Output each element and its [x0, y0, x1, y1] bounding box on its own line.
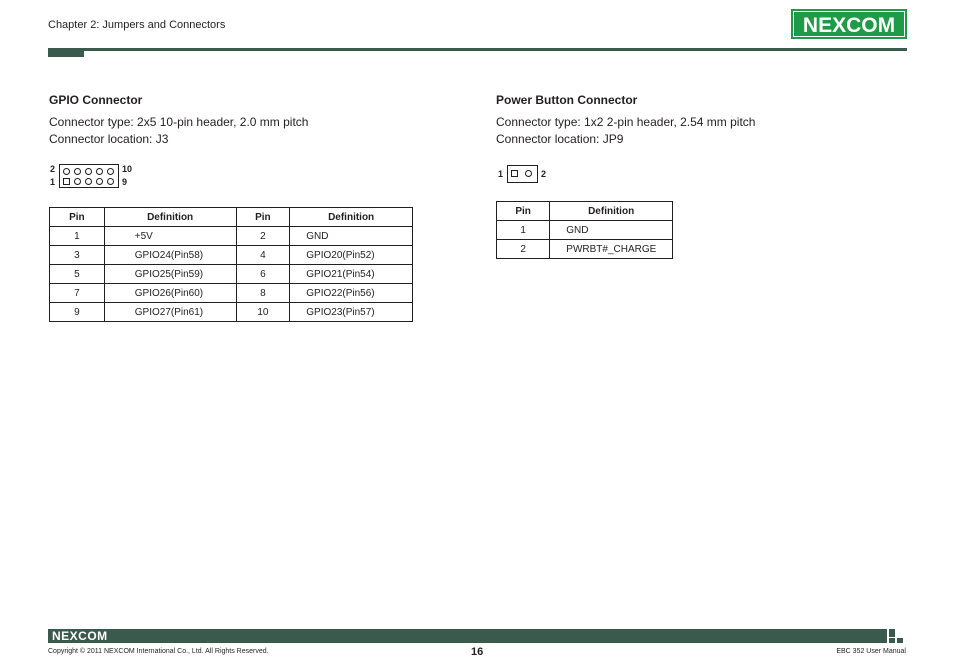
definition-cell: GPIO20(Pin52): [290, 246, 413, 265]
definition-cell: GPIO24(Pin58): [104, 246, 236, 265]
power-details: [496, 114, 755, 148]
power-title: Power Button Connector: [496, 93, 638, 107]
gpio-details: [49, 114, 308, 148]
nexcom-logo: [791, 9, 907, 39]
gpio-pin-4: [74, 168, 81, 175]
definition-cell: GPIO25(Pin59): [104, 265, 236, 284]
table-row: [50, 303, 413, 322]
power-section: [496, 93, 637, 107]
power-location: Connector location: JP9: [496, 132, 624, 146]
definition-cell: +5V: [104, 227, 236, 246]
column-header: Definition: [104, 208, 236, 227]
definition-cell: GND: [550, 221, 673, 240]
pin-cell: 5: [50, 265, 105, 284]
table-row: [50, 246, 413, 265]
gpio-pin-10: [107, 168, 114, 175]
power-pin-diagram: [496, 164, 556, 186]
manual-name: EBC 352 User Manual: [836, 648, 906, 655]
gpio-pin-9: [107, 178, 114, 185]
table-header-row: [497, 202, 673, 221]
pin-cell: 8: [236, 284, 290, 303]
column-header: Pin: [50, 208, 105, 227]
gpio-diagram-label-top-left: 2: [50, 164, 56, 174]
pin-cell: 7: [50, 284, 105, 303]
definition-cell: GPIO21(Pin54): [290, 265, 413, 284]
pin-cell: 1: [497, 221, 550, 240]
pin-cell: 4: [236, 246, 290, 265]
gpio-pin-table: [49, 207, 413, 322]
gpio-type: Connector type: 2x5 10-pin header, 2.0 mm pitch: [49, 115, 309, 129]
power-pin-2: [525, 170, 532, 177]
column-header: Definition: [290, 208, 413, 227]
table-header-row: [50, 208, 413, 227]
pin-cell: 10: [236, 303, 290, 322]
power-diagram-label-right: 2: [541, 169, 547, 179]
copyright-text: Copyright © 2011 NEXCOM International Co., Ltd. All Rights Reserved.: [48, 648, 269, 655]
table-row: [497, 221, 673, 240]
power-pin-table: [496, 201, 673, 259]
gpio-pin-diagram: [49, 162, 149, 190]
page-number: 16: [471, 646, 484, 658]
header-tab: [48, 48, 84, 57]
gpio-pin-7: [96, 178, 103, 185]
pin-cell: 3: [50, 246, 105, 265]
column-header: Pin: [497, 202, 550, 221]
definition-cell: GPIO22(Pin56): [290, 284, 413, 303]
definition-cell: GND: [290, 227, 413, 246]
gpio-pin-6: [85, 168, 92, 175]
header-rule: [84, 48, 907, 51]
gpio-section: [49, 93, 142, 107]
gpio-pin-5: [85, 178, 92, 185]
gpio-location: Connector location: J3: [49, 132, 169, 146]
logo-text: NEXCOM: [802, 14, 896, 37]
definition-cell: GPIO26(Pin60): [104, 284, 236, 303]
pin-cell: 1: [50, 227, 105, 246]
gpio-pin-8: [96, 168, 103, 175]
table-row: [497, 240, 673, 259]
footer-corner-decoration: [889, 629, 907, 643]
pin-cell: 2: [236, 227, 290, 246]
footer-logo: NEXCOM: [52, 629, 108, 643]
gpio-pin-3: [74, 178, 81, 185]
table-row: [50, 284, 413, 303]
chapter-title: Chapter 2: Jumpers and Connectors: [48, 19, 226, 31]
column-header: Pin: [236, 208, 290, 227]
gpio-diagram-label-bottom-left: 1: [50, 177, 56, 187]
gpio-pin-2: [63, 168, 70, 175]
gpio-diagram-label-top-right: 10: [122, 164, 133, 174]
footer-bar: [48, 629, 887, 643]
definition-cell: PWRBT#_CHARGE: [550, 240, 673, 259]
power-diagram-label-left: 1: [498, 169, 504, 179]
power-pin-1: [511, 170, 518, 177]
pin-cell: 6: [236, 265, 290, 284]
pin-cell: 9: [50, 303, 105, 322]
table-row: [50, 227, 413, 246]
gpio-title: GPIO Connector: [49, 93, 143, 107]
definition-cell: GPIO23(Pin57): [290, 303, 413, 322]
column-header: Definition: [550, 202, 673, 221]
definition-cell: GPIO27(Pin61): [104, 303, 236, 322]
gpio-diagram-label-bottom-right: 9: [122, 177, 128, 187]
power-type: Connector type: 1x2 2-pin header, 2.54 mm pitch: [496, 115, 756, 129]
table-row: [50, 265, 413, 284]
gpio-pin-1: [63, 178, 70, 185]
pin-cell: 2: [497, 240, 550, 259]
